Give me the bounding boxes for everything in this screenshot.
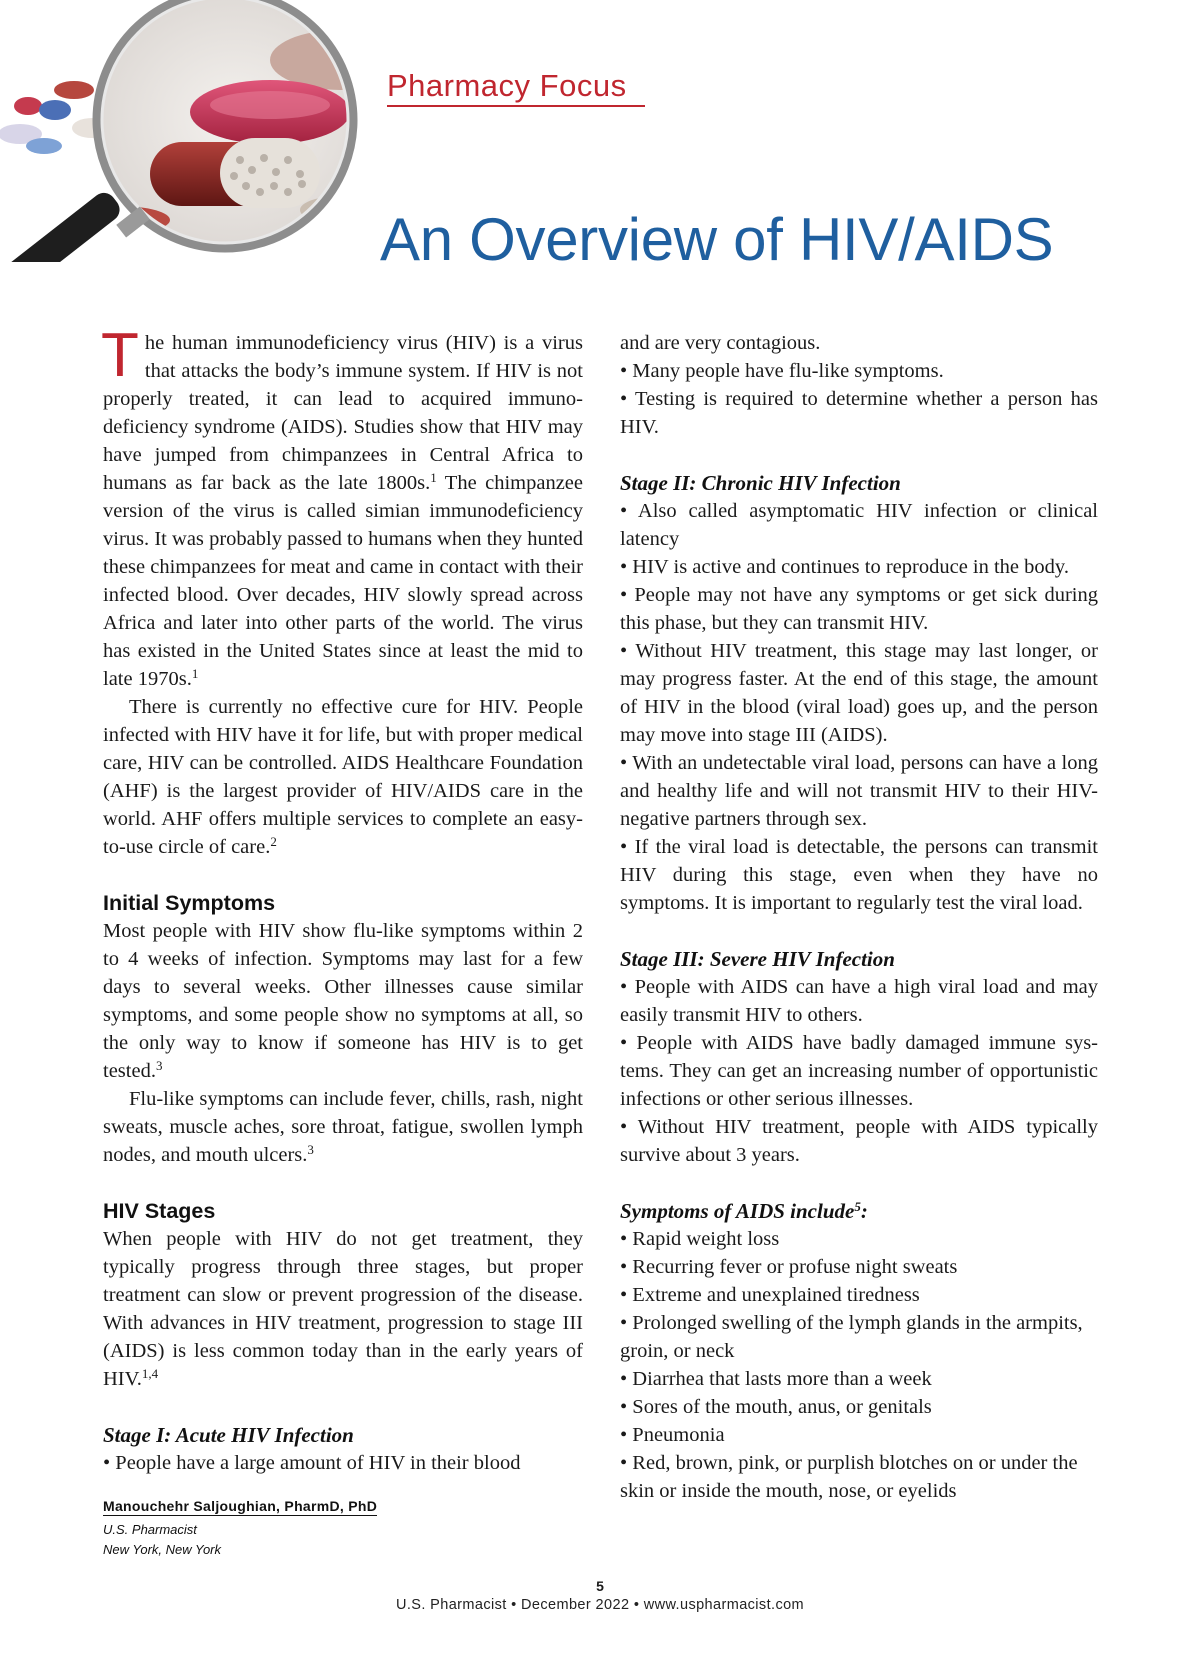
heading-stage-3: Stage III: Severe HIV Infection [620, 947, 895, 971]
page-number: 5 [596, 1578, 604, 1594]
list-item: • Also called asymptomatic HIV infection or clinical latency [620, 500, 1098, 550]
author-affiliation: U.S. Pharmacist [103, 1522, 197, 1537]
body-paragraph: Most people with HIV show flu-like symptoms within 2 to 4 weeks of infection. Symptoms may last for a few days to several weeks. Other illnesses cause similar symptoms, and some people show no symptoms at all, so the only way to know if someone has HIV is to get tested.$^3$ [103, 920, 583, 1082]
list-item: • Many people have flu-like symptoms. [620, 360, 944, 382]
right-column [620, 329, 1098, 1505]
list-item: • Prolonged swelling of the lymph glands in the armpits, groin, or neck [620, 1312, 1083, 1362]
list-item: • Rapid weight loss [620, 1228, 780, 1250]
section-label: Pharmacy Focus [387, 68, 627, 103]
heading-stage-2: Stage II: Chronic HIV Infection [620, 471, 901, 495]
body-paragraph: When people with HIV do not get treatment, they typically progress through three stages, but proper treatment can slow or prevent progression of the disease. With advances in HIV treatment, progression to stage III (AIDS) is less common today than in the early years of HIV.$^{1,4}$ [103, 1228, 583, 1390]
magnifying-glass-icon [0, 0, 380, 262]
author-block [103, 1498, 377, 1560]
list-item: and are very contagious. [620, 332, 821, 354]
author-location: New York, New York [103, 1542, 222, 1557]
list-item: • If the viral load is detectable, the persons can transmit HIV during this stage, even when they have no symptoms. It is important to regularly test the viral load. [620, 836, 1098, 914]
list-item: • Red, brown, pink, or purplish blotches on or under the skin or inside the mouth, nose, or eyelids [620, 1452, 1078, 1502]
list-item: • HIV is active and continues to reproduce in the body. [620, 556, 1069, 578]
body-paragraph: There is currently no effective cure for HIV. People infected with HIV have it for life, but with proper medical care, HIV can be controlled. AIDS Healthcare Foundation (AHF) is the largest provider of HIV/AIDS care in the world. AHF offers multiple services to complete an easy-to-use circle of care.$^2$ [103, 696, 583, 858]
body-paragraph: Flu-like symptoms can include fever, chills, rash, night sweats, muscle aches, sore throat, fatigue, swollen lymph nodes, and mouth ulcers.$^3$ [103, 1088, 583, 1166]
article-title: An Overview of HIV/AIDS [380, 206, 1054, 273]
list-item: • People with AIDS can have a high viral load and may easily transmit HIV to others. [620, 976, 1098, 1026]
intro-paragraph: The human immunodeficiency virus (HIV) is a virus that attacks the body’s immune system. If HIV is not properly treated, it can lead to acquired immunodeficiency syndrome (AIDS). Studies show that HIV may have jumped from chimpanzees in Central Africa to humans as far back as the late 1800s.$^1$ The chimpanzee version of the virus is called simian immunodeficiency virus. It was probably passed to humans when they hunted these chimpanzees for meat and came in contact with their infected blood. Over decades, HIV slowly spread across Africa and later into other parts of the world. The virus has existed in the United States since at least the mid to late 1970s.$^1$ [101, 321, 583, 690]
list-item: • Extreme and unexplained tiredness [620, 1284, 920, 1306]
list-item: • Recurring fever or profuse night sweats [620, 1256, 958, 1278]
list-item: • People may not have any symptoms or get sick during this phase, but they can transmit HIV. [620, 584, 1098, 634]
list-item: • People with AIDS have badly damaged immune systems. They can get an increasing number of opportunistic infections or other serious illnesses. [620, 1032, 1098, 1110]
heading-hiv-stages: HIV Stages [103, 1199, 216, 1223]
list-item: • Diarrhea that lasts more than a week [620, 1368, 932, 1390]
heading-initial-symptoms: Initial Symptoms [103, 891, 276, 915]
heading-stage-1: Stage I: Acute HIV Infection [103, 1423, 354, 1447]
drop-cap: T [101, 321, 139, 390]
author-name: Manouchehr Saljoughian, PharmD, PhD [103, 1498, 378, 1514]
list-item: • With an undetectable viral load, persons can have a long and healthy life and will not transmit HIV to their HIV-negative partners through sex. [620, 752, 1098, 830]
list-item: • Without HIV treatment, people with AIDS typically survive about 3 years. [620, 1116, 1098, 1166]
section-underline [387, 105, 645, 107]
list-item: • Without HIV treatment, this stage may last longer, or may progress faster. At the end of this stage, the amount of HIV in the blood (viral load) goes up, and the person may move into stage III (AIDS). [620, 640, 1098, 746]
left-column [101, 321, 583, 1477]
list-item: • People have a large amount of HIV in their blood [103, 1452, 521, 1474]
list-item: • Testing is required to determine whether a person has HIV. [620, 388, 1098, 438]
list-item: • Pneumonia [620, 1424, 725, 1446]
aids-symptoms-list [620, 1225, 1098, 1505]
list-item: • Sores of the mouth, anus, or genitals [620, 1396, 932, 1418]
footer-line: U.S. Pharmacist • December 2022 • www.uspharmacist.com [395, 1597, 805, 1613]
header-illustration [0, 0, 380, 262]
heading-aids-symptoms: Symptoms of AIDS include$^5$: [620, 1199, 868, 1223]
